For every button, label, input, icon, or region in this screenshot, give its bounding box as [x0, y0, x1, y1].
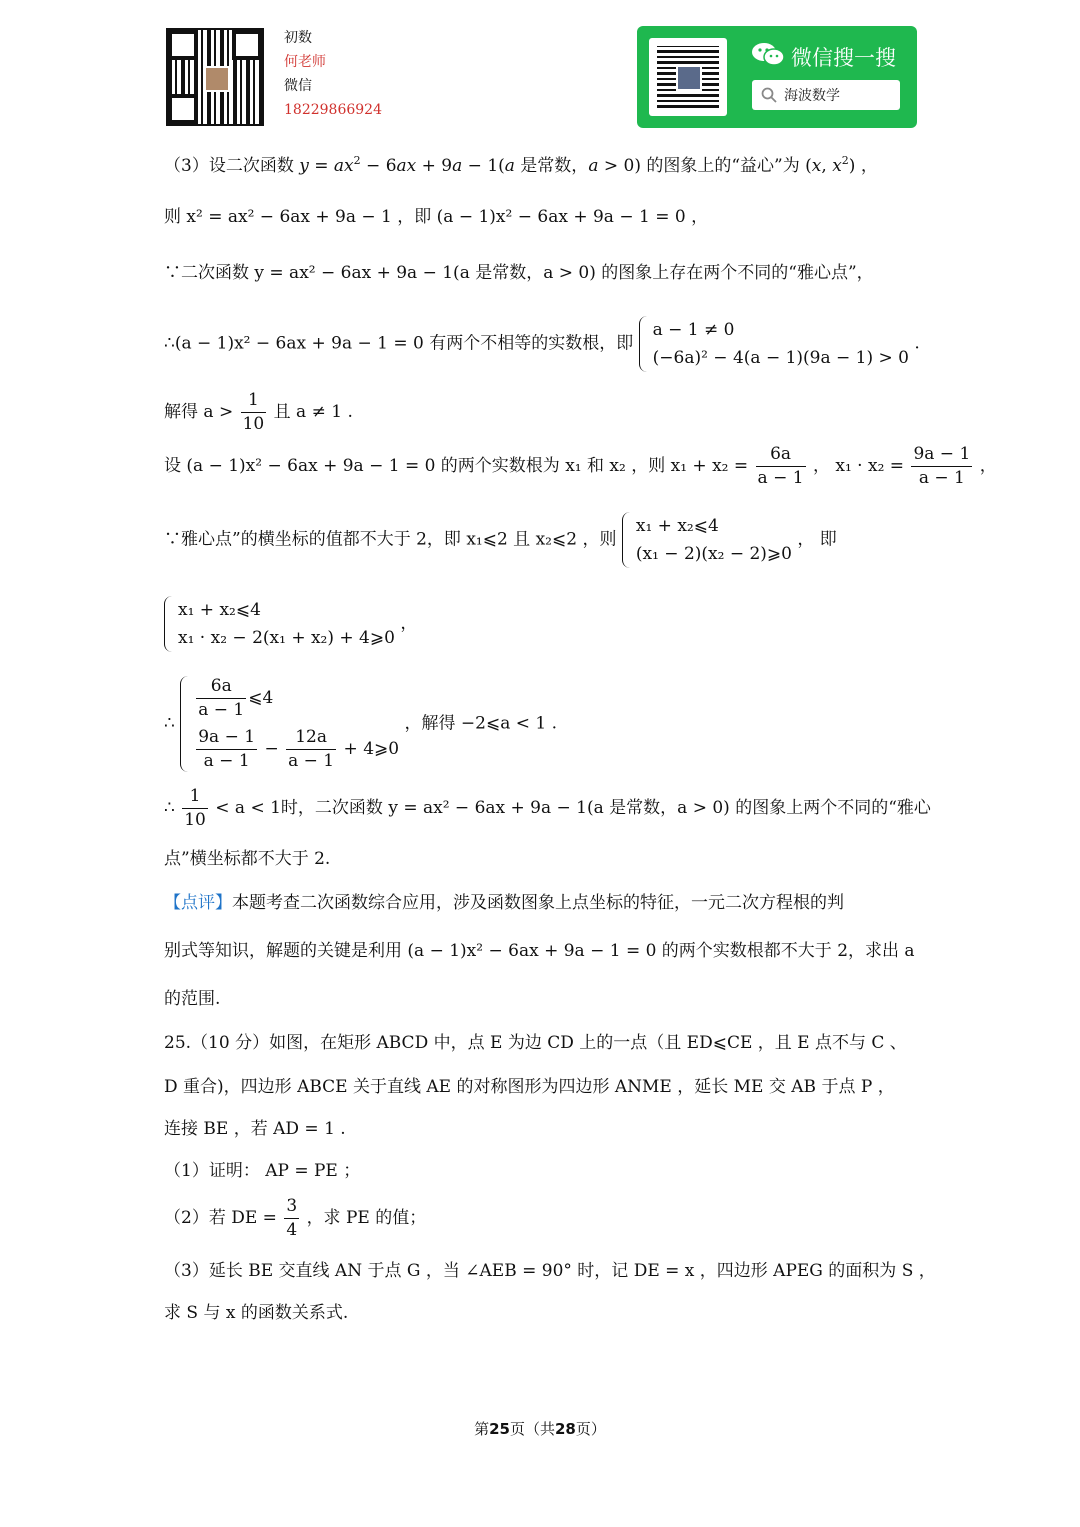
inequality-system: $\frac{6a}{a - 1}$ ⩽4 $\frac{9a - 1}{a - 1}$ − $\frac{12a}{a - 1}$ + 4⩾0	[180, 676, 399, 772]
line-6: 设 (a − 1)x² − 6ax + 9a − 1 = 0 的两个实数根为 x₁ 和 x₂ ，则 x₁ + x₂ = $\frac{6a}{a - 1}$ ， x₁ · x₂ = $\frac{9a - 1}{a - 1}$ ，	[164, 444, 997, 488]
line-9: ∴ $\frac{6a}{a - 1}$ ⩽4 $\frac{9a - 1}{a - 1}$ − $\frac{12a}{a - 1}$ + 4⩾0 ，解得 −2⩽a < 1 .	[164, 676, 558, 771]
teacher-line-subject: 初数	[284, 30, 312, 46]
teacher-line-name: 何老师	[284, 54, 326, 70]
line-4: ∴(a − 1)x² − 6ax + 9a − 1 = 0 有两个不相等的实数根，即 a − 1 ≠ 0 (−6a)² − 4(a − 1)(9a − 1) > 0 .	[164, 316, 920, 372]
line-13: 别式等知识，解题的关键是利用 (a − 1)x² − 6ax + 9a − 1 = 0 的两个实数根都不大于 2，求出 a	[164, 941, 915, 961]
line-11: 点”横坐标都不大于 2.	[164, 849, 331, 869]
question-25-part-2: （2）若 DE = $\frac{3}{4}$ ，求 PE 的值；	[164, 1196, 427, 1240]
line-8: x₁ + x₂⩽4 x₁ · x₂ − 2(x₁ + x₂) + 4⩾0 ，	[164, 596, 417, 652]
qr-corner	[168, 94, 198, 124]
wechat-qr-code	[649, 38, 727, 116]
wechat-search-title: 微信搜一搜	[791, 46, 896, 70]
teacher-line-wechat: 微信	[284, 78, 312, 94]
review-tag: 【点评】	[164, 893, 232, 913]
page-number: 25	[489, 1420, 510, 1438]
question-25-line-2: D 重合)，四边形 ABCE 关于直线 AE 的对称图形为四边形 ANME ，延长 ME 交 AB 于点 P ，	[164, 1077, 895, 1097]
inequality-system: a − 1 ≠ 0 (−6a)² − 4(a − 1)(9a − 1) > 0	[639, 316, 909, 372]
wechat-search-field[interactable]	[752, 80, 900, 110]
line-5: 解得 a > $\frac{1}{10}$ 且 a ≠ 1 .	[164, 390, 353, 434]
search-icon	[760, 86, 778, 104]
qr-avatar	[204, 66, 230, 92]
line-14: 的范围.	[164, 989, 221, 1009]
page-header	[0, 0, 1080, 140]
wechat-search-banner[interactable]	[637, 26, 917, 128]
line-2: 则 x² = ax² − 6ax + 9a − 1 ，即 (a − 1)x² − 6ax + 9a − 1 = 0 ，	[164, 207, 709, 227]
teacher-line-phone: 18229866924	[284, 102, 382, 118]
question-25-line-1: 25.（10 分）如图，在矩形 ABCD 中，点 E 为边 CD 上的一点（且 ED⩽CE ，且 E 点不与 C 、	[164, 1033, 907, 1053]
line-3: ∵二次函数 y = ax² − 6ax + 9a − 1(a 是常数，a > 0) 的图象上存在两个不同的“雅心点”，	[164, 263, 874, 283]
page-total: 28	[555, 1420, 576, 1438]
inequality-system: x₁ + x₂⩽4 x₁ · x₂ − 2(x₁ + x₂) + 4⩾0	[164, 596, 395, 652]
line-7: ∵雅心点”的横坐标的值都不大于 2，即 x₁⩽2 且 x₂⩽2 ，则 x₁ + x₂⩽4 (x₁ − 2)(x₂ − 2)⩾0 ， 即	[164, 512, 837, 568]
page-footer: 第25页（共28页）	[474, 1420, 606, 1438]
question-25-part-3-cont: 求 S 与 x 的函数关系式.	[164, 1303, 349, 1323]
line-12: 【点评】本题考查二次函数综合应用，涉及函数图象上点坐标的特征，一元二次方程根的判	[164, 893, 844, 913]
wechat-search-term: 海波数学	[784, 88, 840, 104]
line-10: ∴ $\frac{1}{10}$ < a < 1时，二次函数 y = ax² − 6ax + 9a − 1(a 是常数，a > 0) 的图象上两个不同的“雅心	[164, 786, 931, 830]
teacher-contact	[284, 26, 382, 122]
question-25-line-3: 连接 BE ，若 AD = 1 .	[164, 1119, 346, 1139]
question-25-part-1: （1）证明： AP = PE ；	[164, 1161, 361, 1181]
teacher-qr-code	[168, 30, 262, 124]
wechat-icon	[751, 42, 785, 66]
line-1: （3）设二次函数 $y = ax^2 - 6ax + 9a - 1(a$ 是常数，a > 0) 的图象上的“益心”为 (x, $x^2$) ，	[164, 154, 878, 176]
inequality-system: x₁ + x₂⩽4 (x₁ − 2)(x₂ − 2)⩾0	[622, 512, 792, 568]
question-25-part-3: （3）延长 BE 交直线 AN 于点 G ，当 ∠AEB = 90° 时，记 DE = x ，四边形 APEG 的面积为 S ，	[164, 1261, 936, 1281]
